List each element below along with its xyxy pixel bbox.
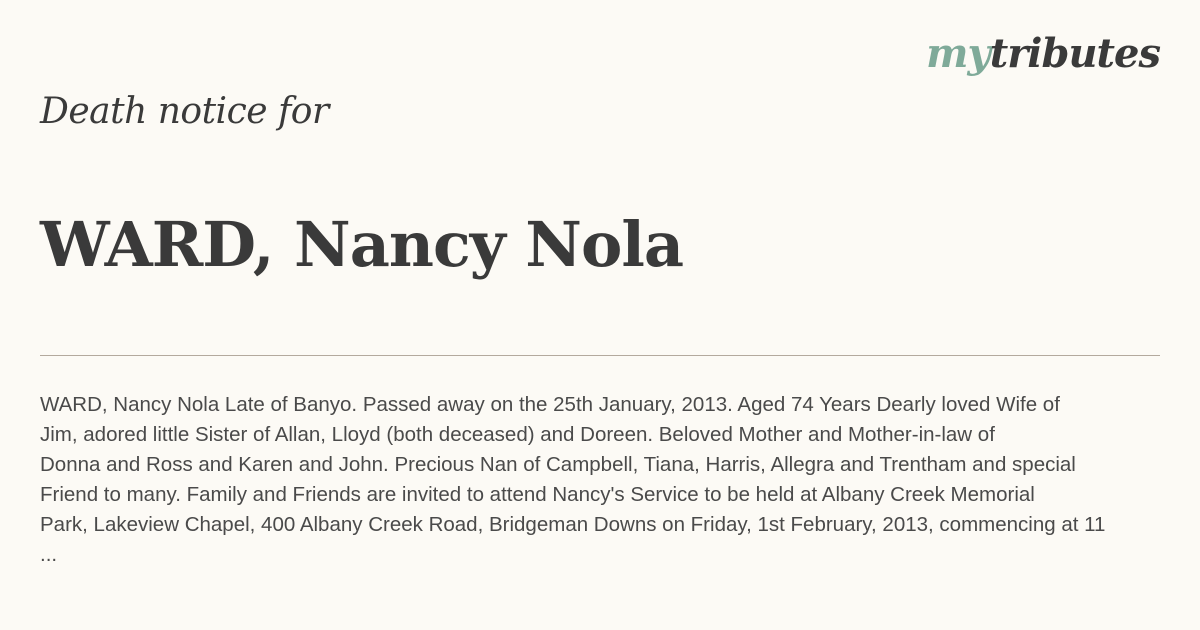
- logo-tributes-text: tributes: [989, 30, 1160, 77]
- mytributes-logo[interactable]: [926, 30, 1160, 77]
- notice-heading: Death notice for: [40, 91, 329, 132]
- notice-body-text: WARD, Nancy Nola Late of Banyo. Passed away on the 25th January, 2013. Aged 74 Years Dearly loved Wife of Jim, adored little Sister of Allan, Lloyd (both deceased) and Doreen. Beloved Mother and Mother-in-law of Donna and Ross and Karen and John. Precious Nan of Campbell, Tiana, Harris, Allegra and Trentham and special Friend to many. Family and Friends are invited to attend Nancy's Service to be held at Albany Creek Memorial Park, Lakeview Chapel, 400 Albany Creek Road, Bridgeman Downs on Friday, 1st February, 2013, commencing at 11 ...: [40, 393, 1106, 566]
- deceased-name: WARD, Nancy Nola: [40, 208, 684, 281]
- logo-my-text: my: [926, 30, 990, 77]
- divider: [40, 355, 1160, 356]
